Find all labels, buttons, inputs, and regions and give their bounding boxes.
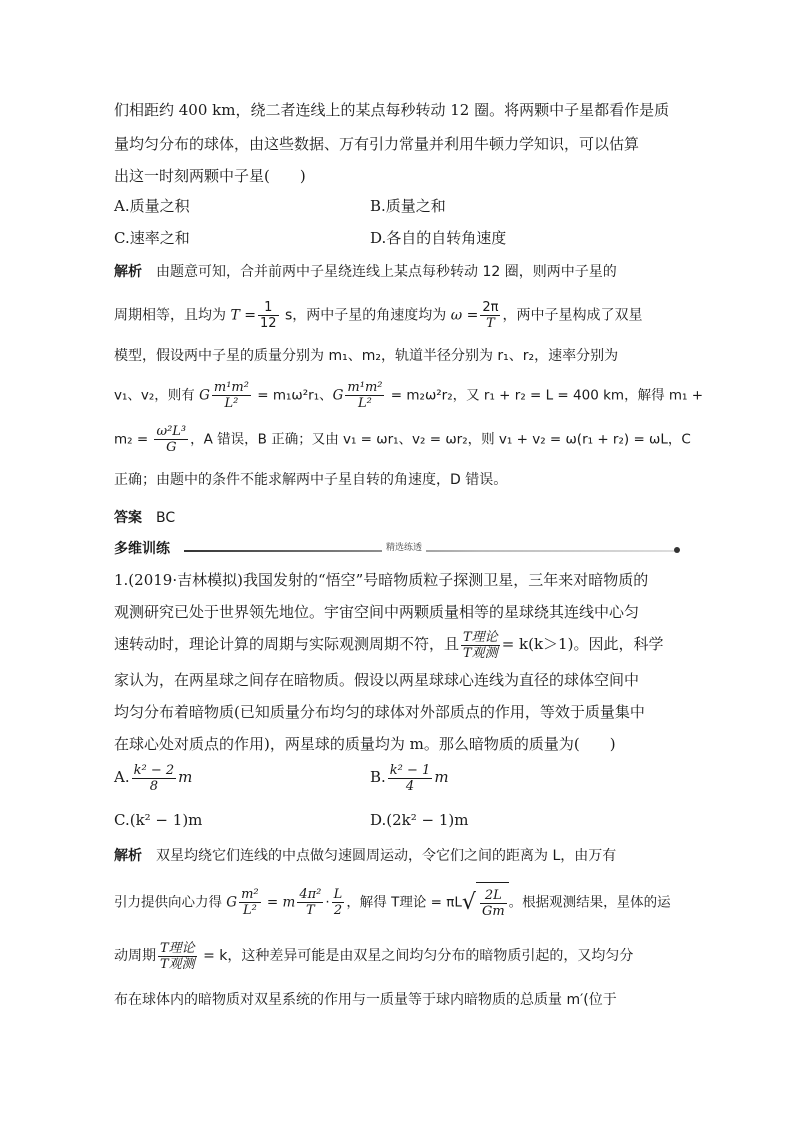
analysis-text: = m₂ω²r₂，又 r₁ + r₂ = L = 400 km，解得 m₁ + [386, 387, 704, 404]
math-text: · [325, 894, 330, 911]
math-text: T = [230, 307, 256, 324]
question-line: 1.(2019·吉林模拟)我国发射的“悟空”号暗物质粒子探测卫星，三年来对暗物质的 [114, 571, 649, 589]
fraction-denominator: T [306, 903, 315, 918]
option-prefix: B. [370, 768, 386, 786]
analysis-line [114, 380, 704, 411]
fraction [480, 888, 507, 919]
analysis-text: 动周期 [114, 948, 156, 964]
analysis-text: = m₁ω²r₁、 [252, 387, 333, 404]
analysis-line [114, 938, 686, 974]
option-d: D.各自的自转角速度 [370, 229, 507, 247]
math-text: G [199, 387, 210, 404]
analysis-text: 周期相等，且均为 [114, 307, 231, 324]
option-c: C.(k² − 1)m [114, 811, 203, 829]
analysis-text: m₂ = [114, 431, 153, 448]
section-tag: 精选练透 [382, 540, 426, 553]
fraction-denominator: Gm [481, 903, 505, 919]
option-a: A.质量之积 [114, 197, 190, 215]
option-b [370, 762, 449, 794]
fraction-numerator: m² [241, 887, 259, 902]
answer-line [114, 508, 686, 528]
fraction [212, 380, 251, 411]
section-divider [114, 538, 686, 556]
divider-line [184, 550, 676, 552]
option-prefix: A. [114, 768, 130, 786]
fraction-numerator: m¹m² [347, 380, 383, 395]
fraction [132, 763, 177, 794]
text-line: 量均匀分布的球体，由这些数据、万有引力常量并利用牛顿力学知识，可以估算 [114, 135, 640, 153]
fraction [158, 941, 197, 972]
analysis-label: 解析 [114, 264, 142, 280]
fraction-denominator: T观测 [463, 645, 498, 661]
analysis-line [114, 262, 686, 282]
fraction-numerator: 2L [480, 888, 507, 904]
question-line: 观测研究已处于世界领先地位。宇宙空间中两颗质量相等的星球绕其连线中心匀 [114, 603, 640, 621]
analysis-text: s，两中子星的角速度均为 [280, 307, 451, 324]
fraction-denominator: T [486, 316, 495, 331]
fraction-denominator: L² [242, 903, 257, 918]
option-b: B.质量之和 [370, 197, 446, 215]
analysis-text: v₁、v₂，则有 [114, 387, 200, 404]
fraction-numerator: 2π [482, 300, 499, 315]
option-d: D.(2k² − 1)m [370, 811, 469, 829]
math-text: ω = [450, 307, 479, 324]
fraction [332, 887, 345, 918]
text-line: 们相距约 400 km，绕二者连线上的某点每秒转动 12 圈。将两颗中子星都看作是质 [114, 101, 670, 119]
fraction-numerator: 1 [258, 300, 279, 316]
analysis-line [114, 882, 686, 923]
analysis-text: = k，这种差异可能是由双星之间均匀分布的暗物质引起的，又均匀分 [198, 948, 634, 964]
analysis-text: ，解得 T理论 = πL [346, 894, 462, 911]
analysis-text: ，A 错误，B 正确；又由 v₁ = ωr₁、v₂ = ωr₂，则 v₁ + v₂ = ω(r₁ + r₂) = ωL，C [190, 431, 691, 448]
answer-label: 答案 [114, 510, 142, 526]
option-suffix: m [434, 768, 449, 786]
question-text: 速转动时，理论计算的周期与实际观测周期不符，且 [114, 635, 460, 653]
analysis-text: 由题意可知，合并前两中子星绕连线上某点每秒转动 12 圈，则两中子星的 [156, 264, 617, 280]
fraction-denominator: G [166, 440, 177, 455]
option-suffix: m [178, 768, 193, 786]
fraction-denominator: 4 [405, 778, 415, 794]
option-a [114, 762, 192, 794]
fraction-numerator: 4π² [299, 887, 322, 902]
math-text: G [332, 387, 344, 404]
sqrt-body [476, 882, 509, 923]
analysis-line: 模型，假设两中子星的质量分别为 m₁、m₂，轨道半径分别为 r₁、r₂，速率分别为 [114, 348, 619, 364]
analysis-line: 正确；由题中的条件不能求解两中子星自转的角速度，D 错误。 [114, 472, 508, 488]
text-line: 出这一时刻两颗中子星( ) [114, 167, 306, 185]
math-text: = m [262, 894, 296, 911]
fraction-numerator: ω²L³ [156, 424, 187, 439]
fraction-denominator: 2 [333, 903, 343, 918]
fraction-denominator: 8 [149, 778, 159, 794]
fraction-numerator: T理论 [160, 940, 195, 956]
fraction-denominator: L² [358, 396, 372, 411]
fraction-denominator: 12 [259, 316, 277, 331]
fraction [239, 887, 261, 918]
section-title: 多维训练 [114, 541, 170, 557]
analysis-text: 双星均绕它们连线的中点做匀速圆周运动，令它们之间的距离为 L，由万有 [156, 848, 617, 864]
fraction [461, 630, 500, 661]
fraction [258, 300, 279, 331]
fraction [297, 887, 323, 918]
fraction-denominator: T观测 [160, 956, 195, 972]
fraction [388, 763, 433, 794]
fraction-denominator: L² [224, 396, 239, 411]
fraction-numerator: k² − 1 [389, 762, 431, 778]
fraction-numerator: m¹m² [213, 380, 249, 395]
analysis-line [114, 424, 691, 455]
question-line [114, 628, 686, 661]
fraction [345, 380, 384, 411]
analysis-line: 布在球体内的暗物质对双星系统的作用与一质量等于球内暗物质的总质量 m′(位于 [114, 992, 617, 1008]
analysis-line [114, 846, 686, 866]
analysis-line [114, 300, 686, 331]
fraction [480, 300, 500, 331]
fraction [154, 424, 188, 455]
question-line: 均匀分布着暗物质(已知质量分布均匀的球体对外部质点的作用，等效于质量集中 [114, 703, 645, 721]
answer-value: BC [156, 510, 176, 526]
analysis-text: 。根据观测结果，星体的运 [508, 894, 671, 911]
fraction-numerator: L [333, 887, 343, 902]
fraction-numerator: T理论 [463, 629, 498, 645]
option-c: C.速率之和 [114, 229, 190, 247]
divider-dot-icon [674, 547, 680, 553]
analysis-text: 引力提供向心力得 [114, 894, 227, 911]
sqrt-icon: √ [461, 889, 476, 915]
fraction-numerator: k² − 2 [133, 762, 175, 778]
analysis-text: ，两中子星构成了双星 [502, 307, 643, 324]
question-text: = k(k＞1)。因此，科学 [501, 635, 664, 653]
math-text: G [226, 894, 238, 911]
analysis-label: 解析 [114, 848, 142, 864]
question-line: 家认为，在两星球之间存在暗物质。假设以两星球球心连线为直径的球体空间中 [114, 671, 640, 689]
question-line: 在球心处对质点的作用)，两星球的质量均为 m。那么暗物质的质量为( ) [114, 735, 616, 753]
